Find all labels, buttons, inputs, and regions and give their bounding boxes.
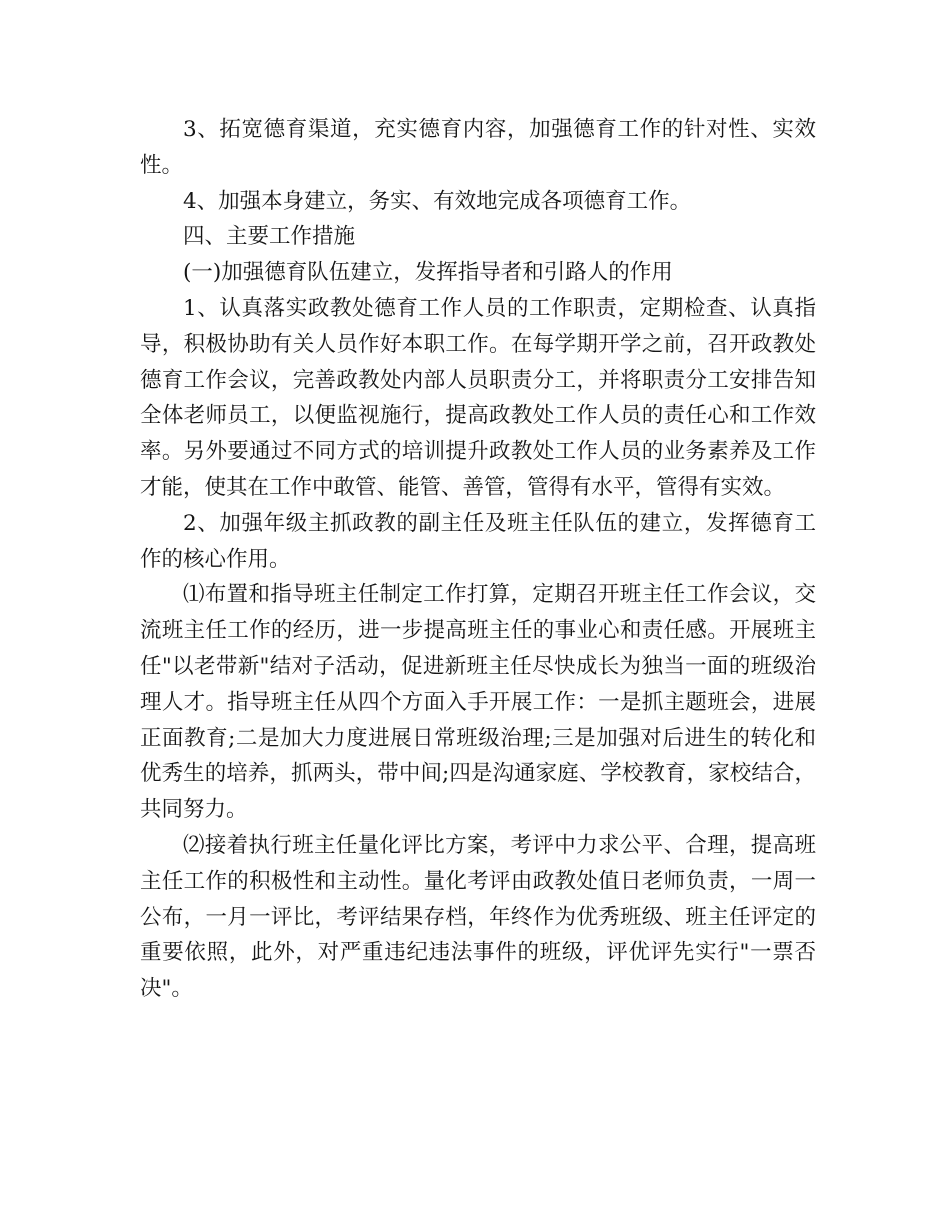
paragraph-item-4: 4、加强本身建立，务实、有效地完成各项德育工作。 <box>183 188 692 214</box>
paragraph-measure-2-1: ⑴布置和指导班主任制定工作打算，定期召开班主任工作会议，交流班主任工作的经历，进一步提高班主任的事业心和责任感。开展班主任"以老带新"结对子活动，促进新班主任尽快成长为独当一面的班级治理人才。指导班主任从四个方面入手开展工作：一是抓主题班会，进展正面教育;二是加大力度进展日常班级治理;三是加强对后进生的转化和优秀生的培养，抓两头，带中间;四是沟通家庭、学校教育，家校结合，共同努力。 <box>140 582 816 823</box>
subsection-heading-team: (一)加强德育队伍建立，发挥指导者和引路人的作用 <box>183 260 673 286</box>
section-heading-measures: 四、主要工作措施 <box>183 224 356 250</box>
paragraph-item-3: 3、拓宽德育渠道，充实德育内容，加强德育工作的针对性、实效性。 <box>140 117 816 178</box>
paragraph-measure-1: 1、认真落实政教处德育工作人员的工作职责，定期检查、认真指导，积极协助有关人员作好本职工作。在每学期开学之前，召开政教处德育工作会议，完善政教处内部人员职责分工，并将职责分工安排告知全体老师员工，以便监视施行，提高政教处工作人员的责任心和工作效率。另外要通过不同方式的培训提升政教处工作人员的业务素养及工作才能，使其在工作中敢管、能管、善管，管得有水平，管得有实效。 <box>140 295 816 500</box>
document-body <box>140 112 816 1007</box>
paragraph-measure-2-2: ⑵接着执行班主任量化评比方案，考评中力求公平、合理，提高班主任工作的积极性和主动性。量化考评由政教处值日老师负责，一周一公布，一月一评比，考评结果存档，年终作为优秀班级、班主任评定的重要依照，此外，对严重违纪违法事件的班级，评优评先实行"一票否决"。 <box>140 832 816 1002</box>
paragraph-measure-2: 2、加强年级主抓政教的副主任及班主任队伍的建立，发挥德育工作的核心作用。 <box>140 510 816 572</box>
